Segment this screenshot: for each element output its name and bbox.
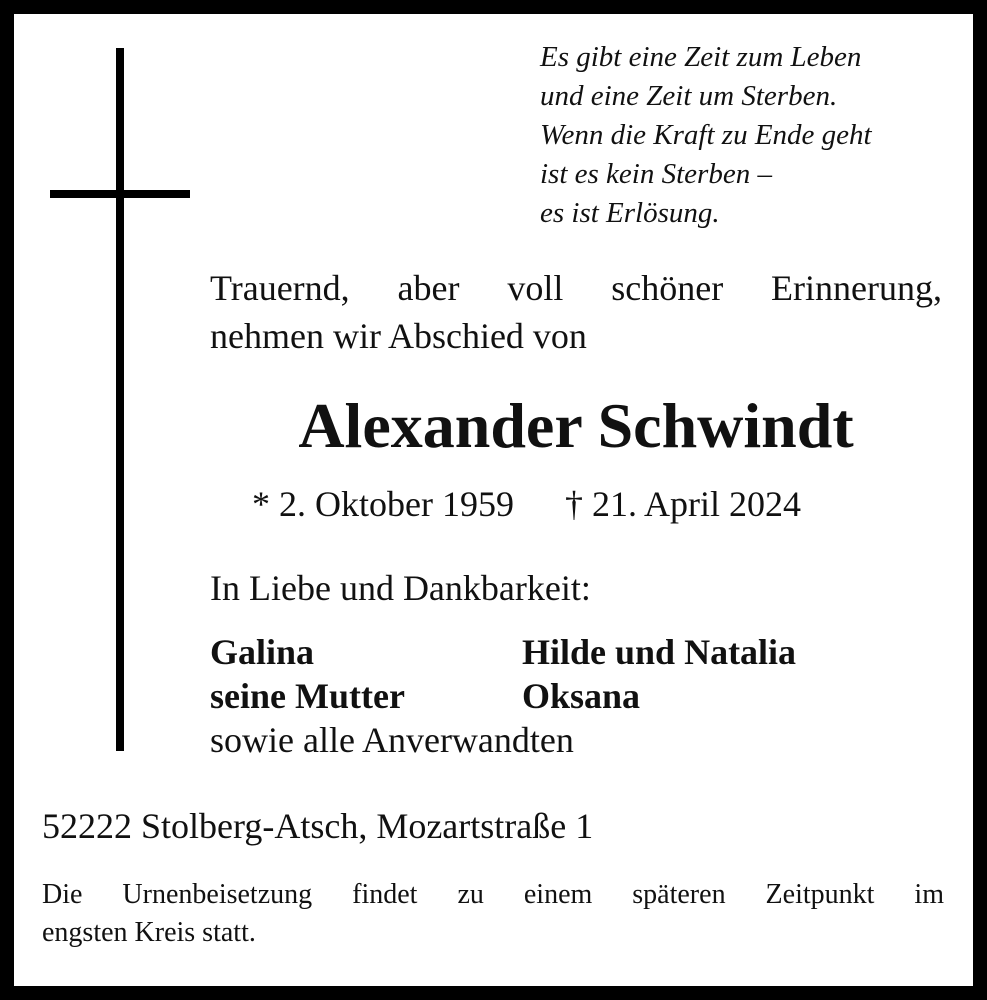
mourners-column-2 [522,630,796,718]
intro-text [210,264,942,360]
poem-line: und eine Zeit um Sterben. [540,80,838,112]
mourners-column-1 [210,630,405,718]
poem-line: ist es kein Sterben – [540,158,772,190]
intro-line-1: Trauernd, aber voll schöner Erinnerung, [210,268,942,308]
burial-notice [42,876,944,952]
cross-vertical-bar [116,48,124,751]
notice-line-2: engsten Kreis statt. [42,917,256,948]
mourner-name: Oksana [522,676,641,716]
deceased-name: Alexander Schwindt [298,390,854,461]
poem [540,38,872,233]
address: 52222 Stolberg-Atsch, Mozartstraße 1 [42,806,594,846]
relatives-line: sowie alle Anverwandten [210,720,574,760]
mourner-name: Hilde und Natalia [522,632,797,672]
mourner-name: Galina [210,632,315,672]
poem-line: es ist Erlösung. [540,197,720,229]
birth-date: * 2. Oktober 1959 [252,484,514,524]
cross-horizontal-bar [50,190,190,198]
poem-line: Es gibt eine Zeit zum Leben [540,41,862,73]
life-dates [252,480,801,528]
mourner-name: seine Mutter [210,676,405,716]
death-date: † 21. April 2024 [564,484,801,524]
notice-line-1: Die Urnenbeisetzung findet zu einem späteren Zeitpunkt im [42,879,944,910]
mourners-heading: In Liebe und Dankbarkeit: [210,568,591,608]
intro-line-2: nehmen wir Abschied von [210,316,587,356]
poem-line: Wenn die Kraft zu Ende geht [540,119,872,151]
